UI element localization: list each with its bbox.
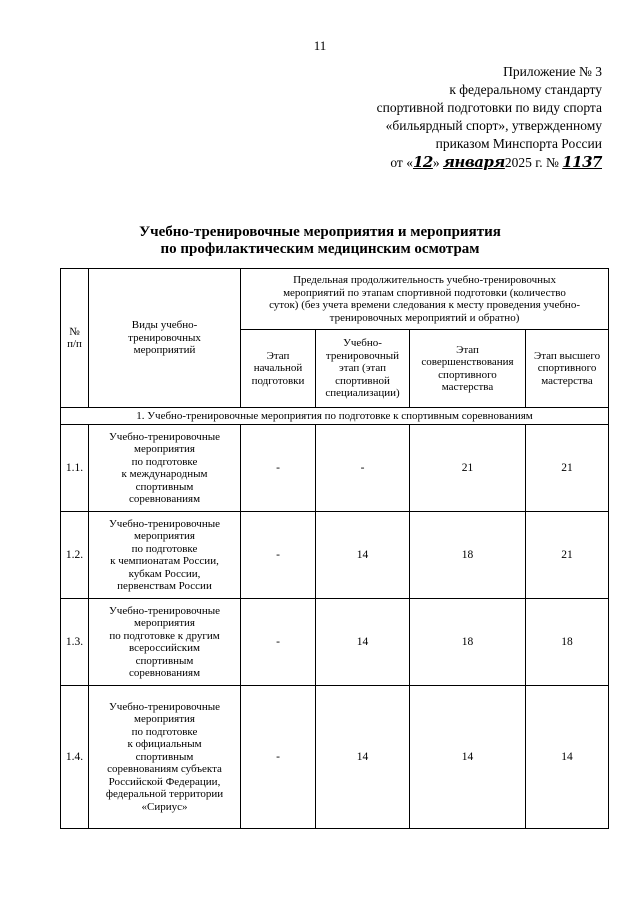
row-value: 18 xyxy=(410,599,526,686)
row-num: 1.2. xyxy=(61,512,89,599)
row-value: 18 xyxy=(526,599,609,686)
row-name: Учебно-тренировочные мероприятия по подготовке к официальным спортивным соревнованиям субъекта Российской Федерации, федеральной территории «Сириус» xyxy=(89,686,241,829)
row-value: 14 xyxy=(316,686,410,829)
row-num: 1.1. xyxy=(61,425,89,512)
table-row xyxy=(61,686,609,829)
date-year: 2025 г. № xyxy=(504,155,563,170)
row-value: - xyxy=(241,599,316,686)
appendix-line: «бильярдный спорт», утвержденному xyxy=(385,118,602,133)
appendix-block xyxy=(302,63,602,172)
header-kind: Виды учебно- тренировочных мероприятий xyxy=(89,269,241,408)
section-title: 1. Учебно-тренировочные мероприятия по подготовке к спортивным соревнованиям xyxy=(61,408,609,425)
row-value: 21 xyxy=(526,425,609,512)
row-value: - xyxy=(241,512,316,599)
handwritten-order-number: 1137 xyxy=(562,153,602,171)
header-stage-improvement: Этап совершенствования спортивного мастерства xyxy=(410,330,526,408)
appendix-title: Приложение № 3 xyxy=(503,64,602,79)
handwritten-month: января xyxy=(442,153,505,171)
row-value: 21 xyxy=(526,512,609,599)
appendix-line: спортивной подготовки по виду спорта xyxy=(376,100,602,115)
header-stage-initial: Этап начальной подготовки xyxy=(241,330,316,408)
training-events-table xyxy=(60,268,609,829)
header-stage-highest: Этап высшего спортивного мастерства xyxy=(526,330,609,408)
row-name: Учебно-тренировочные мероприятия по подготовке к другим всероссийским спортивным соревнованиям xyxy=(89,599,241,686)
appendix-line: к федеральному стандарту xyxy=(449,82,602,97)
page-number: 11 xyxy=(313,38,327,53)
date-prefix: от « xyxy=(390,155,413,170)
row-value: 14 xyxy=(316,599,410,686)
row-value: - xyxy=(316,425,410,512)
row-value: 14 xyxy=(526,686,609,829)
table-row xyxy=(61,425,609,512)
row-value: - xyxy=(241,686,316,829)
appendix-line: приказом Минспорта России xyxy=(435,136,602,151)
row-value: 21 xyxy=(410,425,526,512)
row-num: 1.4. xyxy=(61,686,89,829)
order-date-line xyxy=(302,153,602,172)
table-row xyxy=(61,512,609,599)
header-num: № п/п xyxy=(61,269,89,408)
row-value: 18 xyxy=(410,512,526,599)
row-num: 1.3. xyxy=(61,599,89,686)
row-value: 14 xyxy=(410,686,526,829)
table-row xyxy=(61,599,609,686)
document-title xyxy=(0,224,640,258)
row-value: - xyxy=(241,425,316,512)
title-line-1: Учебно-тренировочные мероприятия и мероприятия xyxy=(139,224,501,240)
date-mid: » xyxy=(432,155,443,170)
header-row xyxy=(61,269,609,330)
row-name: Учебно-тренировочные мероприятия по подготовке к международным спортивным соревнованиям xyxy=(89,425,241,512)
row-value: 14 xyxy=(316,512,410,599)
handwritten-day: 12 xyxy=(412,153,433,171)
header-duration-group: Предельная продолжительность учебно-тренировочных мероприятий по этапам спортивной подготовки (количество суток) (без учета времени следования к месту проведения учебно- тренировочных мероприятий и обратно) xyxy=(241,269,609,330)
section-row xyxy=(61,408,609,425)
row-name: Учебно-тренировочные мероприятия по подготовке к чемпионатам России, кубкам России, первенствам России xyxy=(89,512,241,599)
header-stage-training: Учебно- тренировочный этап (этап спортивной специализации) xyxy=(316,330,410,408)
title-line-2: по профилактическим медицинским осмотрам xyxy=(160,241,480,257)
